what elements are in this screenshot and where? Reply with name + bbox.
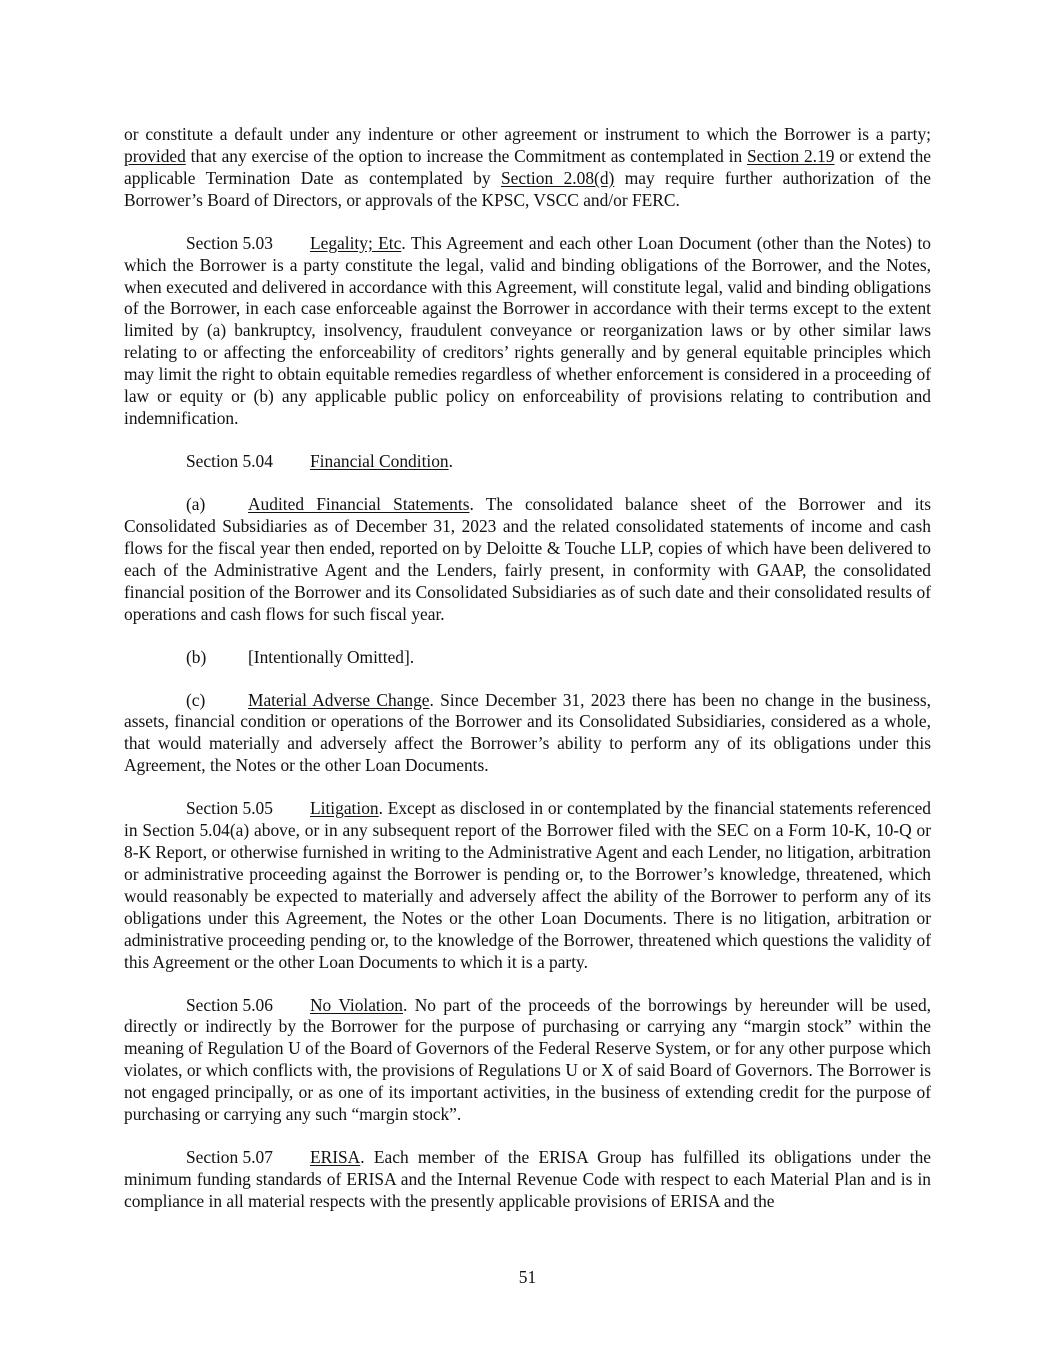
paragraph-continuation: [124, 124, 931, 212]
section-body: . This Agreement and each other Loan Document (other than the Notes) to which the Borrower is a party constitute the legal, valid and binding obligations of the Borrower, and the Notes, when executed and delivered in accordance with this Agreement, will constitute legal, valid and binding obligations of the Borrower, in each case enforceable against the Borrower in accordance with their terms except to the extent limited by (a) bankruptcy, insolvency, fraudulent conveyance or reorganization laws or by other similar laws relating to or affecting the enforceability of creditors’ rights generally and by general equitable principles which may limit the right to obtain equitable remedies regardless of whether enforcement is considered in a proceeding of law or equity or (b) any applicable public policy on enforceability of provisions relating to contribution and indemnification.: [124, 232, 931, 428]
subsection-body: [Intentionally Omitted].: [248, 646, 415, 667]
section-number: Section 5.03: [186, 232, 273, 253]
document-page: [124, 124, 931, 1234]
section-number: Section 5.04: [186, 450, 273, 471]
section-heading: ERISA: [310, 1147, 361, 1168]
section-5-05: [124, 798, 931, 973]
section-reference-2-19: Section 2.19: [746, 145, 835, 166]
section-body: . Each member of the ERISA Group has fulfilled its obligations under the minimum funding standards of ERISA and the Internal Revenue Code with respect to each Material Plan and is in compliance in all material respects with the presently applicable provisions of ERISA and the: [124, 1147, 931, 1211]
section-number: Section 5.06: [186, 994, 273, 1015]
subsection-body: . The consolidated balance sheet of the Borrower and its Consolidated Subsidiaries as of December 31, 2023 and the related consolidated statements of income and cash flows for the fiscal year then ended, reported on by Deloitte & Touche LLP, copies of which have been delivered to each of the Administrative Agent and the Lenders, fairly present, in conformity with GAAP, the consolidated financial position of the Borrower and its Consolidated Subsidiaries as of such date and their consolidated results of operations and cash flows for such fiscal year.: [124, 493, 932, 624]
paragraph-text: or extend the applicable Termination Date as contemplated by: [124, 145, 931, 188]
section-5-07: [124, 1147, 931, 1213]
section-heading: Litigation: [310, 798, 379, 819]
page-number: 51: [518, 1267, 537, 1287]
section-number: Section 5.05: [186, 798, 273, 819]
subsection-number: (a): [186, 493, 206, 514]
paragraph-text: that any exercise of the option to increase the Commitment as contemplated in: [185, 145, 747, 166]
subsection-5-04-b: [124, 647, 931, 669]
paragraph-text: or constitute a default under any indenture or other agreement or instrument to which the Borrower is a party;: [124, 124, 931, 144]
paragraph-text: may require further authorization of the Borrower’s Board of Directors, or approvals of the KPSC, VSCC and/or FERC.: [124, 167, 931, 210]
section-heading: Financial Condition: [310, 450, 449, 471]
section-5-03: [124, 233, 931, 430]
subsection-5-04-a: [124, 494, 931, 625]
section-reference-2-08d: Section 2.08(d): [500, 167, 615, 188]
section-5-04: [124, 451, 931, 473]
subsection-heading: Audited Financial Statements: [248, 493, 470, 514]
section-number: Section 5.07: [186, 1147, 273, 1168]
subsection-number: (b): [186, 646, 207, 667]
section-5-06: [124, 995, 931, 1126]
section-body: .: [448, 450, 453, 471]
provided-term: provided: [124, 145, 186, 166]
section-body: . Except as disclosed in or contemplated by the financial statements referenced in Section 5.04(a) above, or in any subsequent report of the Borrower filed with the SEC on a Form 10-K, 10-Q or 8-K Report, or otherwise furnished in writing to the Administrative Agent and each Lender, no litigation, arbitration or administrative proceeding against the Borrower is pending or, to the Borrower’s knowledge, threatened, which would reasonably be expected to materially and adversely affect the ability of the Borrower to perform any of its obligations under this Agreement, the Notes or the other Loan Documents. There is no litigation, arbitration or administrative proceeding pending or, to the knowledge of the Borrower, threatened which questions the validity of this Agreement or the other Loan Documents to which it is a party.: [124, 798, 931, 972]
section-heading: Legality; Etc: [310, 232, 402, 253]
subsection-heading: Material Adverse Change: [248, 689, 430, 710]
subsection-5-04-c: [124, 690, 931, 778]
subsection-number: (c): [186, 689, 206, 710]
section-body: . No part of the proceeds of the borrowings by hereunder will be used, directly or indirectly by the Borrower for the purpose of purchasing or carrying any “margin stock” within the meaning of Regulation U of the Board of Governors of the Federal Reserve System, or for any other purpose which violates, or which conflicts with, the provisions of Regulations U or X of said Board of Governors. The Borrower is not engaged principally, or as one of its important activities, in the business of extending credit for the purpose of purchasing or carrying any such “margin stock”.: [124, 994, 931, 1125]
section-heading: No Violation: [310, 994, 403, 1015]
subsection-body: . Since December 31, 2023 there has been no change in the business, assets, financial condition or operations of the Borrower and its Consolidated Subsidiaries, considered as a whole, that would materially and adversely affect the Borrower’s ability to perform any of its obligations under this Agreement, the Notes or the other Loan Documents.: [124, 689, 931, 776]
